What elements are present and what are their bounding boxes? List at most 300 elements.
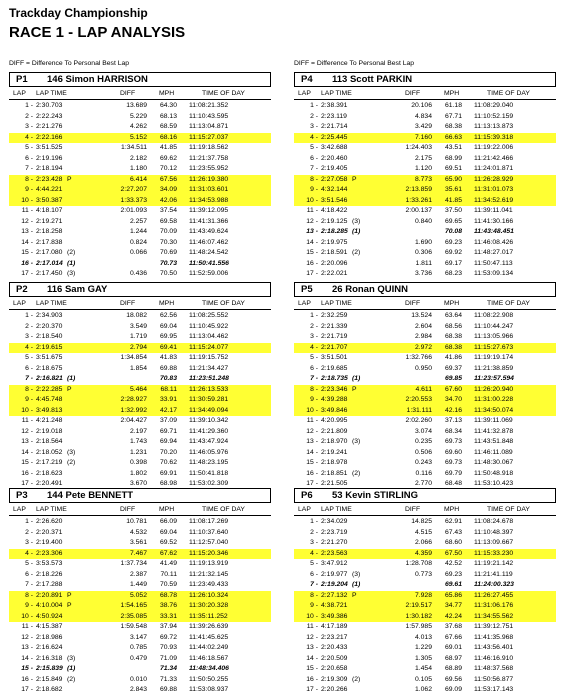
lap-diff: 2:19.517 <box>405 602 432 609</box>
lap-diff: 0.506 <box>414 448 432 456</box>
lap-diff: 2:35.085 <box>120 612 147 620</box>
lap-row <box>9 416 271 427</box>
lap-mph: 69.73 <box>444 459 462 466</box>
lap-time-of-day: 11:43:48.451 <box>474 228 514 235</box>
lap-time: 2:25.445 <box>321 133 348 141</box>
lap-lap: 12 - <box>21 633 33 641</box>
lap-lap: 1 - <box>310 518 318 525</box>
lap-mph: 69.01 <box>444 644 462 651</box>
lap-row <box>9 437 271 448</box>
lap-lap: 13 - <box>21 228 33 235</box>
lap-time-of-day: 11:48:30.067 <box>474 459 514 466</box>
lap-mph: 70.50 <box>159 270 177 277</box>
column-header-mph: MPH <box>444 300 460 307</box>
lap-lap: 9 - <box>25 602 33 609</box>
lap-diff: 4.013 <box>414 633 432 641</box>
lap-diff: 0.243 <box>414 459 432 466</box>
lap-row <box>294 322 556 333</box>
lap-mph: 69.09 <box>444 686 462 693</box>
lap-diff: 4.532 <box>129 528 147 536</box>
lap-time: 2:17.288 <box>36 581 63 588</box>
lap-lap: 7 - <box>310 581 318 588</box>
column-header-diff: DIFF <box>120 90 136 97</box>
lap-lap: 9 - <box>310 186 318 193</box>
lap-time: 3:51.675 <box>36 354 63 361</box>
driver-header <box>294 488 556 503</box>
lap-mph: 42.17 <box>159 406 177 414</box>
lap-time-of-day: 11:13:05.966 <box>474 333 514 340</box>
lap-mph: 37.94 <box>159 623 177 630</box>
lap-time-of-day: 11:10:48.397 <box>474 528 514 536</box>
driver-header <box>294 72 556 87</box>
lap-lap: 13 - <box>306 438 318 445</box>
lap-diff: 1.454 <box>414 665 432 672</box>
column-header-mph: MPH <box>444 90 460 97</box>
lap-mph: 41.49 <box>159 560 177 567</box>
lap-time-of-day: 11:46:07.462 <box>189 238 229 246</box>
lap-mph: 37.13 <box>444 417 462 424</box>
lap-diff: 1.690 <box>414 238 432 246</box>
lap-row <box>9 112 271 123</box>
lap-row <box>9 517 271 528</box>
lap-time-of-day: 11:08:22.908 <box>474 312 514 319</box>
lap-mph: 71.09 <box>159 654 177 662</box>
lap-mph: 71.34 <box>159 665 177 672</box>
driver-position: P3 <box>16 490 28 501</box>
lap-diff: 10.781 <box>126 518 147 525</box>
lap-mph: 67.71 <box>444 112 462 120</box>
lap-diff: 2.604 <box>414 322 432 330</box>
column-header-row <box>9 505 271 516</box>
lap-mph: 69.85 <box>444 375 462 382</box>
lap-lap: 2 - <box>25 322 33 330</box>
lap-time-of-day: 11:53:17.143 <box>474 686 514 693</box>
lap-lap: 2 - <box>25 112 33 120</box>
lap-diff: 2:02.260 <box>405 417 432 424</box>
lap-lap: 10 - <box>306 406 318 414</box>
lap-time-of-day: 11:08:24.678 <box>474 518 514 525</box>
lap-time: 3:49.386 <box>321 612 348 620</box>
lap-lap: 12 - <box>306 427 318 435</box>
report-subtitle: RACE 1 - LAP ANALYSIS <box>9 24 186 41</box>
lap-time: 2:18.591 <box>321 249 348 256</box>
lap-lap: 16 - <box>21 469 33 477</box>
lap-flag: (3) <box>67 654 76 662</box>
lap-diff: 1.305 <box>414 654 432 662</box>
lap-time: 2:23.719 <box>321 528 348 536</box>
lap-lap: 5 - <box>310 144 318 151</box>
lap-diff: 4.834 <box>414 112 432 120</box>
lap-mph: 68.89 <box>444 665 462 672</box>
lap-time-of-day: 11:41:45.625 <box>189 633 229 641</box>
lap-lap: 15 - <box>306 249 318 256</box>
lap-mph: 34.70 <box>444 396 462 403</box>
lap-flag: P <box>67 175 72 183</box>
lap-lap: 9 - <box>25 396 33 403</box>
lap-lap: 3 - <box>310 333 318 340</box>
lap-flag: (1) <box>67 375 76 382</box>
lap-mph: 33.91 <box>159 396 177 403</box>
lap-mph: 68.11 <box>160 385 177 393</box>
column-header-lap: LAP <box>298 300 311 307</box>
lap-lap: 4 - <box>310 549 318 557</box>
lap-lap: 16 - <box>21 259 33 267</box>
lap-time: 2:23.563 <box>321 549 348 557</box>
lap-row <box>9 601 271 612</box>
column-header-tod: TIME OF DAY <box>487 300 530 307</box>
lap-lap: 8 - <box>25 175 33 183</box>
lap-lap: 8 - <box>310 591 318 599</box>
lap-time: 3:53.573 <box>36 560 63 567</box>
lap-mph: 63.64 <box>444 312 462 319</box>
report-title: Trackday Championship <box>9 6 148 20</box>
lap-lap: 13 - <box>21 438 33 445</box>
lap-lap: 7 - <box>25 581 33 588</box>
lap-row <box>9 591 271 602</box>
lap-rows <box>9 311 271 490</box>
lap-time: 2:19.975 <box>321 238 348 246</box>
lap-row <box>9 227 271 238</box>
lap-mph: 67.50 <box>444 549 462 557</box>
driver-position: P4 <box>301 74 313 85</box>
lap-flag: (1) <box>67 665 76 672</box>
lap-row <box>9 385 271 396</box>
lap-diff: 8.773 <box>414 175 432 183</box>
lap-diff: 1:24.403 <box>405 144 432 151</box>
lap-diff: 2.175 <box>414 154 432 162</box>
driver-panel <box>9 282 271 494</box>
lap-time-of-day: 11:46:08.426 <box>474 238 514 246</box>
lap-lap: 17 - <box>21 270 33 277</box>
lap-mph: 70.30 <box>159 238 177 246</box>
lap-time-of-day: 11:53:09.134 <box>474 270 514 277</box>
lap-diff: 7.467 <box>129 549 147 557</box>
lap-time-of-day: 11:08:21.352 <box>189 102 229 109</box>
lap-time: 2:16.821 <box>36 375 63 382</box>
lap-row <box>294 685 556 696</box>
lap-time: 2:17.450 <box>36 270 63 277</box>
lap-mph: 70.69 <box>159 249 177 256</box>
lap-time: 2:21.719 <box>321 333 348 340</box>
lap-time-of-day: 11:21:41.119 <box>474 570 513 578</box>
lap-mph: 42.16 <box>444 406 462 414</box>
lap-flag: (2) <box>67 459 76 466</box>
lap-time: 2:23.119 <box>321 112 347 120</box>
column-header-tod: TIME OF DAY <box>487 90 530 97</box>
lap-diff: 4.262 <box>129 123 147 130</box>
lap-mph: 68.78 <box>159 591 177 599</box>
driver-panel <box>9 72 271 284</box>
lap-diff: 1:34.511 <box>121 144 147 151</box>
lap-diff: 5.152 <box>129 133 147 141</box>
lap-flag: (3) <box>67 448 76 456</box>
lap-diff: 1.854 <box>129 364 147 372</box>
lap-time-of-day: 11:08:29.040 <box>474 102 514 109</box>
lap-time: 2:34.903 <box>36 312 63 319</box>
lap-time: 2:19.977 <box>321 570 348 578</box>
lap-mph: 69.95 <box>159 333 177 340</box>
lap-lap: 13 - <box>21 644 33 651</box>
lap-row <box>294 549 556 560</box>
lap-time-of-day: 11:43:47.924 <box>189 438 229 445</box>
lap-mph: 68.56 <box>444 322 462 330</box>
lap-row <box>9 154 271 165</box>
lap-diff: 18.082 <box>126 312 147 319</box>
lap-time-of-day: 11:24:00.323 <box>474 581 514 588</box>
driver-header <box>9 282 271 297</box>
lap-diff: 2.843 <box>129 686 147 693</box>
lap-row <box>9 122 271 133</box>
column-header-lap-time: LAP TIME <box>321 90 352 97</box>
lap-mph: 38.76 <box>159 602 177 609</box>
lap-mph: 35.61 <box>444 186 462 193</box>
driver-panel <box>294 282 556 494</box>
lap-lap: 14 - <box>306 654 318 662</box>
lap-mph: 65.86 <box>444 591 462 599</box>
lap-row <box>9 654 271 665</box>
lap-diff: 1:30.182 <box>405 612 432 620</box>
lap-time-of-day: 11:43:51.848 <box>474 438 514 445</box>
lap-mph: 70.93 <box>159 644 177 651</box>
column-header-mph: MPH <box>159 90 175 97</box>
lap-flag: (3) <box>352 438 361 445</box>
lap-mph: 37.54 <box>159 207 177 214</box>
lap-diff: 5.229 <box>129 112 147 120</box>
lap-time-of-day: 11:31:01.073 <box>474 186 514 193</box>
lap-time-of-day: 11:13:04.462 <box>189 333 229 340</box>
lap-lap: 4 - <box>25 549 33 557</box>
lap-time: 2:18.052 <box>36 448 63 456</box>
lap-lap: 2 - <box>25 528 33 536</box>
lap-mph: 37.50 <box>444 207 462 214</box>
lap-row <box>294 612 556 623</box>
lap-mph: 42.24 <box>444 612 462 620</box>
lap-flag: (3) <box>352 570 361 578</box>
lap-diff: 3.147 <box>129 633 147 641</box>
lap-time-of-day: 11:24:01.871 <box>474 165 514 172</box>
lap-mph: 41.85 <box>444 196 462 204</box>
lap-diff: 1.743 <box>129 438 147 445</box>
lap-mph: 69.92 <box>444 249 462 256</box>
lap-time: 2:18.675 <box>36 364 63 372</box>
lap-mph: 42.52 <box>444 560 462 567</box>
lap-mph: 69.60 <box>444 448 462 456</box>
lap-row <box>294 654 556 665</box>
lap-time: 2:19.018 <box>36 427 63 435</box>
lap-lap: 8 - <box>310 385 318 393</box>
lap-lap: 8 - <box>25 591 33 599</box>
lap-row <box>294 559 556 570</box>
lap-time-of-day: 11:21:37.758 <box>189 154 229 162</box>
lap-lap: 5 - <box>25 354 33 361</box>
lap-lap: 8 - <box>25 385 33 393</box>
lap-lap: 16 - <box>306 675 318 683</box>
lap-diff: 2.972 <box>414 343 432 351</box>
lap-diff: 2.182 <box>129 154 147 162</box>
lap-time: 2:27.132 <box>321 591 348 599</box>
driver-name: 146 Simon HARRISON <box>47 74 148 85</box>
lap-row <box>294 517 556 528</box>
lap-lap: 12 - <box>21 217 33 225</box>
driver-header <box>294 282 556 297</box>
lap-row <box>294 154 556 165</box>
lap-mph: 64.30 <box>159 102 177 109</box>
lap-diff: 7.160 <box>414 133 432 141</box>
lap-row <box>294 374 556 385</box>
lap-row <box>9 395 271 406</box>
lap-row <box>294 643 556 654</box>
lap-mph: 69.88 <box>159 364 177 372</box>
column-header-lap-time: LAP TIME <box>36 90 67 97</box>
lap-diff: 0.010 <box>129 675 147 683</box>
lap-time: 4:39.288 <box>321 396 348 403</box>
lap-time-of-day: 11:19:19.174 <box>474 354 514 361</box>
lap-diff: 3.549 <box>129 322 147 330</box>
lap-diff: 0.824 <box>129 238 147 246</box>
lap-time: 2:19.615 <box>36 343 63 351</box>
lap-flag: (2) <box>352 675 361 683</box>
lap-time-of-day: 11:13:13.873 <box>474 123 514 130</box>
lap-rows <box>294 517 556 696</box>
lap-row <box>9 538 271 549</box>
lap-row <box>294 427 556 438</box>
lap-mph: 65.90 <box>444 175 462 183</box>
lap-time: 2:38.391 <box>321 102 348 109</box>
lap-lap: 6 - <box>25 154 33 162</box>
lap-time-of-day: 11:19:13.919 <box>189 560 229 567</box>
lap-lap: 9 - <box>25 186 33 193</box>
lap-flag: (1) <box>352 581 361 588</box>
lap-time-of-day: 11:34:50.074 <box>474 406 514 414</box>
lap-lap: 8 - <box>310 175 318 183</box>
lap-time-of-day: 11:35:11.252 <box>189 612 228 620</box>
lap-mph: 42.06 <box>159 196 177 204</box>
lap-mph: 68.38 <box>444 333 462 340</box>
lap-mph: 69.91 <box>159 469 177 477</box>
lap-lap: 15 - <box>21 665 33 672</box>
lap-flag: (1) <box>352 228 361 235</box>
lap-lap: 2 - <box>310 528 318 536</box>
lap-lap: 10 - <box>306 612 318 620</box>
column-header-lap-time: LAP TIME <box>36 506 67 513</box>
lap-mph: 68.48 <box>444 480 462 487</box>
lap-diff: 5.464 <box>129 385 147 393</box>
lap-time-of-day: 11:15:27.037 <box>189 133 229 141</box>
lap-time: 2:23.217 <box>321 633 348 641</box>
lap-time: 2:20.371 <box>36 528 63 536</box>
lap-row <box>9 206 271 217</box>
lap-time-of-day: 11:21:42.466 <box>474 154 514 162</box>
lap-time: 2:20.509 <box>321 654 348 662</box>
lap-time: 2:18.540 <box>36 333 63 340</box>
lap-time: 2:19.685 <box>321 364 348 372</box>
lap-time: 2:23.428 <box>36 175 63 183</box>
lap-time-of-day: 11:31:03.601 <box>189 186 229 193</box>
lap-mph: 62.91 <box>444 518 462 525</box>
lap-mph: 69.79 <box>444 469 462 477</box>
lap-mph: 68.38 <box>444 343 462 351</box>
lap-lap: 3 - <box>310 123 318 130</box>
lap-mph: 43.51 <box>444 144 462 151</box>
lap-row <box>9 196 271 207</box>
lap-mph: 69.23 <box>444 570 462 578</box>
lap-lap: 11 - <box>306 417 318 424</box>
lap-lap: 14 - <box>306 238 318 246</box>
lap-lap: 4 - <box>25 343 33 351</box>
lap-time-of-day: 11:10:45.922 <box>189 322 229 330</box>
lap-time-of-day: 11:34:49.094 <box>189 406 229 414</box>
lap-mph: 69.65 <box>444 217 462 225</box>
lap-mph: 69.17 <box>444 259 462 267</box>
lap-lap: 5 - <box>310 560 318 567</box>
lap-mph: 67.60 <box>444 385 462 393</box>
lap-time-of-day: 11:50:50.255 <box>189 675 229 683</box>
lap-time: 2:32.259 <box>321 312 348 319</box>
lap-mph: 34.09 <box>159 186 177 193</box>
lap-row <box>294 311 556 322</box>
lap-row <box>294 528 556 539</box>
lap-lap: 6 - <box>310 364 318 372</box>
lap-row <box>294 143 556 154</box>
lap-mph: 70.08 <box>444 228 462 235</box>
driver-position: P5 <box>301 284 313 295</box>
column-header-row <box>294 299 556 310</box>
lap-time: 3:47.912 <box>321 560 348 567</box>
lap-lap: 6 - <box>25 570 33 578</box>
lap-time-of-day: 11:50:56.877 <box>474 675 514 683</box>
lap-row <box>294 332 556 343</box>
lap-diff: 3.736 <box>414 270 432 277</box>
lap-flag: (2) <box>352 249 361 256</box>
lap-lap: 12 - <box>306 217 318 225</box>
lap-diff: 2:04.427 <box>120 417 147 424</box>
column-header-row <box>9 299 271 310</box>
lap-time-of-day: 11:30:59.281 <box>189 396 229 403</box>
lap-row <box>9 332 271 343</box>
lap-time-of-day: 11:31:06.176 <box>474 602 514 609</box>
lap-row <box>9 311 271 322</box>
lap-time: 2:20.096 <box>321 259 348 267</box>
lap-row <box>294 112 556 123</box>
driver-position: P1 <box>16 74 28 85</box>
lap-time-of-day: 11:41:32.878 <box>474 427 514 435</box>
lap-time-of-day: 11:39:11.041 <box>474 207 513 214</box>
lap-row <box>9 164 271 175</box>
driver-panel <box>294 488 556 700</box>
lap-time: 2:20.658 <box>321 665 348 672</box>
lap-time: 3:42.688 <box>321 144 348 151</box>
lap-flag: (3) <box>352 217 361 225</box>
lap-time-of-day: 11:15:20.346 <box>189 549 229 557</box>
lap-time: 2:20.491 <box>36 480 63 487</box>
lap-lap: 1 - <box>25 312 33 319</box>
lap-mph: 69.52 <box>159 539 177 546</box>
lap-mph: 70.09 <box>159 228 177 235</box>
lap-diff: 0.066 <box>129 249 147 256</box>
driver-name: 144 Pete BENNETT <box>47 490 134 501</box>
lap-lap: 6 - <box>310 570 318 578</box>
lap-time-of-day: 11:39:12.751 <box>474 623 514 630</box>
lap-diff: 3.429 <box>414 123 432 130</box>
lap-rows <box>294 101 556 280</box>
lap-time-of-day: 11:43:56.401 <box>474 644 514 651</box>
lap-row <box>9 612 271 623</box>
lap-time: 2:18.623 <box>36 469 63 477</box>
lap-mph: 68.13 <box>159 112 177 120</box>
lap-diff: 1:33.261 <box>405 196 432 204</box>
lap-row <box>294 364 556 375</box>
lap-flag: (2) <box>67 675 76 683</box>
